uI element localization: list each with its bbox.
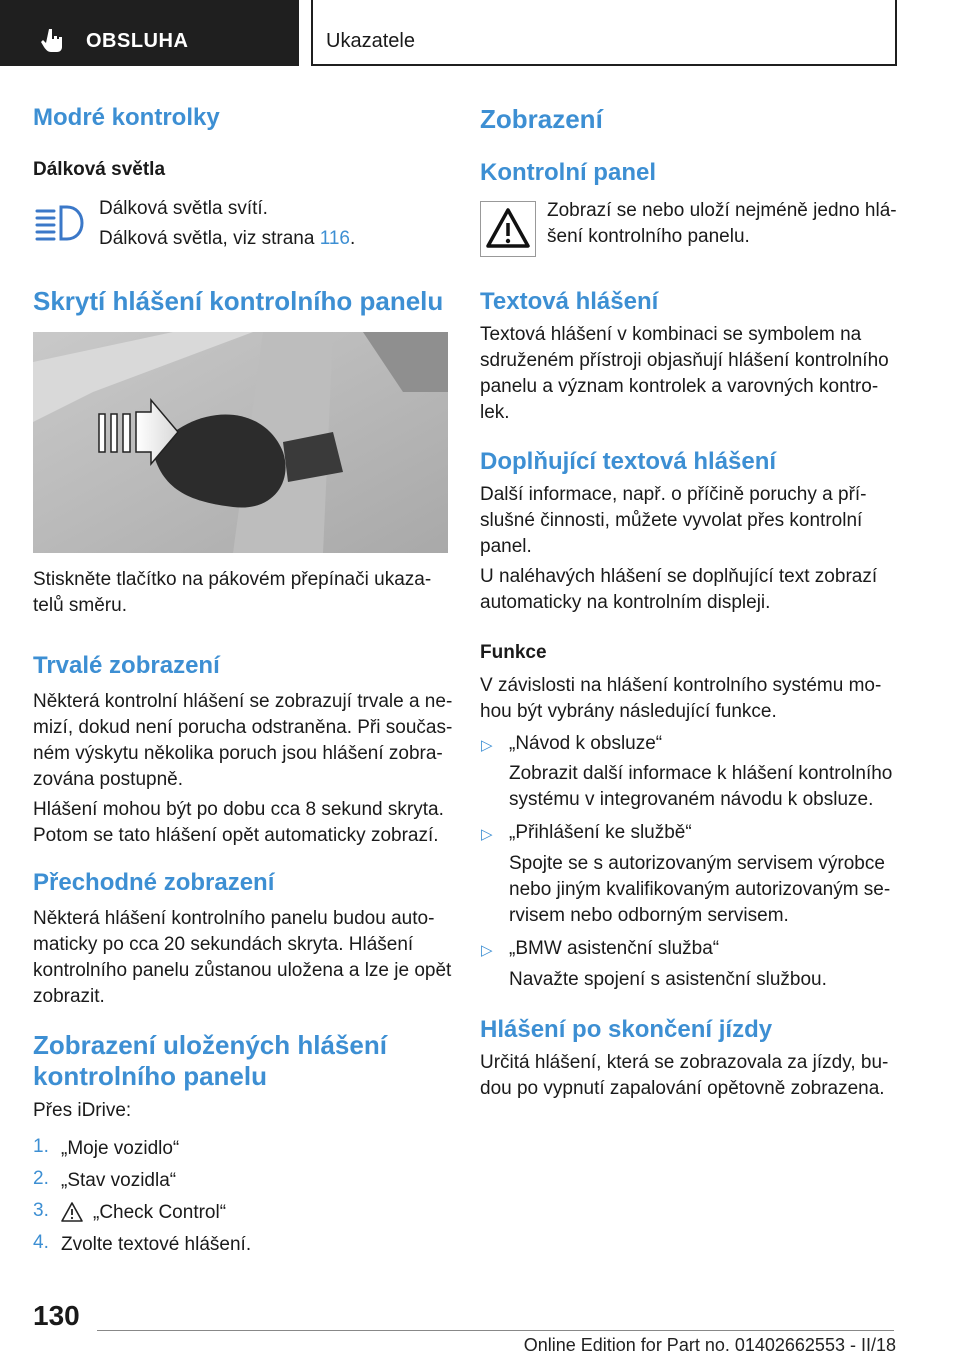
item-line: nebo jiným kvalifikovaným autorizovaným se- [509, 879, 891, 900]
stored-title-2: kontrolního panelu [33, 1061, 267, 1091]
supp-l1: Další informace, např. o příčině poruchy a pří- [480, 484, 867, 505]
hide-p1: Stiskněte tlačítko na pákovém přepínači ukaza- [33, 569, 432, 590]
item-line: rvisem nebo odborným servisem. [509, 905, 789, 926]
page-link-116[interactable]: 116 [319, 228, 350, 249]
stored-intro: Přes iDrive: [33, 1100, 132, 1121]
text-title: Textová hlášení [480, 288, 659, 315]
bullet-triangle-icon: ▷ [481, 942, 493, 959]
item-title: „Návod k obsluze“ [509, 733, 663, 754]
bullet-triangle-icon: ▷ [481, 737, 493, 754]
edition-note: Online Edition for Part no. 01402662553 - II/18 [523, 1335, 896, 1355]
high-beam-text: Dálková světla, viz strana [99, 228, 320, 249]
func-l2: hou být vybrány následující funkce. [480, 701, 777, 722]
permanent-title: Trvalé zobrazení [33, 652, 220, 679]
high-beam-heading: Dálková světla [33, 159, 166, 180]
item-title: „Přihlášení ke službě“ [509, 822, 692, 843]
after-l2: dou po vypnutí zapalování opětovně zobrazena. [480, 1078, 885, 1099]
step-text: Zvolte textové hlášení. [61, 1234, 252, 1255]
transient-l2: maticky po cca 20 sekundách skryta. Hlášení [33, 934, 414, 955]
permanent-l4: zována postupně. [33, 769, 184, 790]
transient-title: Přechodné zobrazení [33, 869, 275, 896]
after-title: Hlášení po skončení jízdy [480, 1016, 773, 1043]
chapter-tab [311, 0, 897, 66]
display-title: Zobrazení [480, 104, 603, 134]
panel-l1: Zobrazí se nebo uloží nejméně jedno hlá- [547, 200, 897, 221]
page-number: 130 [33, 1300, 80, 1331]
section-tab [0, 0, 299, 66]
text-l4: lek. [480, 402, 510, 423]
permanent-l1: Některá kontrolní hlášení se zobrazují trvale a ne- [33, 691, 453, 712]
transient-l1: Některá hlášení kontrolního panelu budou auto- [33, 908, 435, 929]
func-l1: V závislosti na hlášení kontrolního systému mo- [480, 675, 882, 696]
stored-title-1: Zobrazení uložených hlášení [33, 1030, 387, 1060]
text-l2: sdruženém přístroji objasňují hlášení kontrolního [480, 350, 889, 371]
step-number: 2. [33, 1168, 49, 1189]
text-l3: panelu a význam kontrolek a varovných kontro- [480, 376, 879, 397]
item-line: systému v integrovaném návodu k obsluze. [509, 789, 874, 810]
blue-lights-title: Modré kontrolky [33, 104, 220, 131]
step-number: 4. [33, 1232, 49, 1253]
period: . [350, 228, 356, 249]
supp-l2: slušné činnosti, můžete vyvolat přes kontrolní [480, 510, 863, 531]
panel-title: Kontrolní panel [480, 159, 656, 186]
high-beam-line1: Dálková světla svítí. [99, 198, 268, 219]
section-title: OBSLUHA [86, 30, 189, 52]
warning-triangle-icon [60, 1201, 84, 1223]
func-heading: Funkce [480, 642, 547, 663]
item-line: Navažte spojení s asistenční službou. [509, 969, 827, 990]
step-text: „Moje vozidlo“ [61, 1138, 180, 1159]
item-line: Zobrazit další informace k hlášení kontrolního [509, 763, 893, 784]
permanent-l2: mizí, dokud není porucha odstraněna. Při součas- [33, 717, 453, 738]
panel-l2: šení kontrolního panelu. [547, 226, 750, 247]
step-number: 3. [33, 1200, 49, 1221]
item-title: „BMW asistenční služba“ [509, 938, 720, 959]
item-line: Spojte se s autorizovaným servisem výrobce [509, 853, 885, 874]
supp-l3: panel. [480, 536, 532, 557]
step-text: „Check Control“ [93, 1202, 227, 1223]
step-number: 1. [33, 1136, 49, 1157]
chapter-title: Ukazatele [326, 30, 415, 52]
transient-l3: kontrolního panelu zůstanou uložena a lze je opět [33, 960, 452, 981]
hide-title: Skrytí hlášení kontrolního panelu [33, 286, 444, 316]
bullet-triangle-icon: ▷ [481, 826, 493, 843]
high-beam-line2 [99, 226, 355, 252]
turn-signal-stalk-photo [33, 332, 448, 553]
permanent-l5: Hlášení mohou být po dobu cca 8 sekund skryta. [33, 799, 444, 820]
supp-l5: automaticky na kontrolním displeji. [480, 592, 771, 613]
footer-divider [97, 1330, 894, 1331]
step-text: „Stav vozidla“ [61, 1170, 177, 1191]
text-l1: Textová hlášení v kombinaci se symbolem na [480, 324, 862, 345]
warning-panel-icon [480, 201, 536, 257]
supp-title: Doplňující textová hlášení [480, 448, 777, 475]
high-beam-icon [34, 203, 86, 243]
hand-pointer-icon [40, 27, 66, 53]
transient-l4: zobrazit. [33, 986, 105, 1007]
permanent-l6: Potom se tato hlášení opět automaticky zobrazí. [33, 825, 439, 846]
hide-p2: telů směru. [33, 595, 127, 616]
permanent-l3: ném výskytu několika poruch jsou hlášení zobra- [33, 743, 443, 764]
after-l1: Určitá hlášení, která se zobrazovala za jízdy, bu- [480, 1052, 889, 1073]
supp-l4: U naléhavých hlášení se doplňující text zobrazí [480, 566, 878, 587]
